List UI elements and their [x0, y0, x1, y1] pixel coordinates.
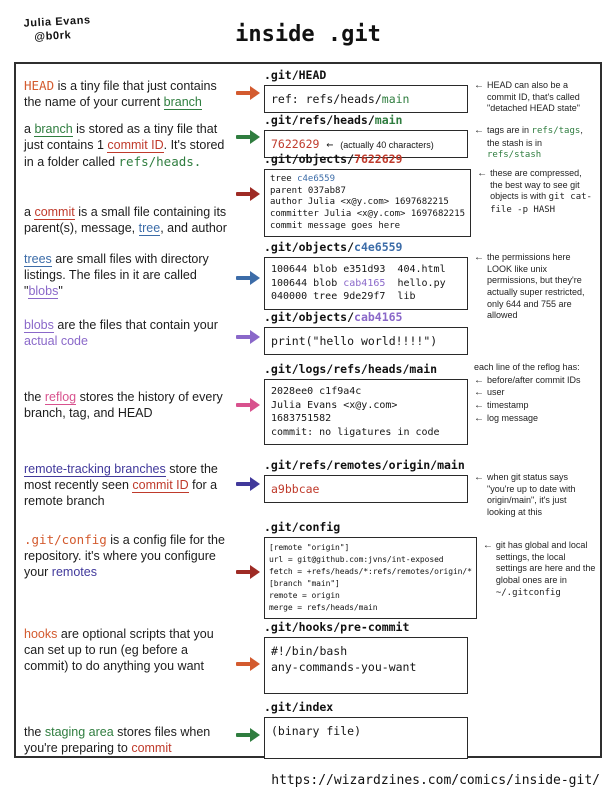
row-description — [24, 152, 232, 237]
text-segment: , and author — [160, 220, 227, 235]
margin-note — [477, 520, 596, 600]
file-path-label — [264, 700, 468, 714]
file-column — [264, 68, 468, 113]
file-path-label — [264, 620, 468, 634]
text-segment: .git/refs/remotes/origin/main — [264, 458, 465, 472]
text-segment: HEAD can also be a commit ID, that's called "detached HEAD state" — [487, 80, 580, 114]
file-column — [264, 152, 471, 237]
text-segment: each line of the reflog has: — [474, 362, 580, 372]
text-segment: refs/tags — [531, 126, 581, 136]
text-segment: c4e6559 — [297, 174, 336, 184]
text-segment: the — [24, 390, 45, 404]
text-segment: committer Julia <x@y.com> 1697682215 — [270, 209, 466, 220]
text-segment: url = git@github.com:jvns/int-exposed — [269, 555, 444, 564]
arrow-cell — [232, 362, 264, 412]
text-segment: .git/hooks/pre-commit — [264, 620, 410, 634]
code-line — [271, 659, 461, 675]
text-segment: merge = refs/heads/main — [269, 603, 378, 612]
code-line — [271, 333, 461, 349]
text-segment: parent 037ab87 — [270, 185, 346, 196]
arrow-cell — [232, 700, 264, 742]
text-segment: c4e6559 — [354, 240, 403, 254]
row-config — [24, 520, 596, 619]
text-segment: are optional scripts that you can set up to run (eg before a commit) to do anything you want — [24, 627, 214, 673]
file-content-box — [264, 379, 468, 445]
code-line — [271, 290, 461, 304]
text-segment: the — [24, 725, 45, 739]
file-path-label — [264, 310, 468, 324]
left-arrow-icon: ← — [474, 387, 484, 399]
text-segment: .git/config — [264, 520, 341, 534]
text-segment: commit — [131, 740, 172, 755]
text-segment: fetch = +refs/heads/*:refs/remotes/origin/* — [269, 567, 472, 576]
row-description — [24, 310, 232, 350]
code-line — [271, 426, 461, 440]
file-content-box — [264, 637, 468, 694]
text-segment: branch — [163, 94, 202, 109]
text-segment: user — [487, 387, 505, 398]
text-segment: 1683751582 — [271, 413, 332, 424]
code-line — [269, 554, 472, 566]
text-segment: timestamp — [487, 400, 529, 411]
text-segment: any-commands-you-want — [271, 660, 417, 675]
text-segment: Julia Evans <x@y.com> — [271, 399, 398, 411]
file-path-label — [264, 520, 477, 534]
text-segment: git cat-file -p HASH — [490, 192, 592, 216]
text-segment: 2028ee0 c1f9a4c — [271, 386, 362, 397]
text-segment: .git/refs/heads/ — [264, 113, 375, 127]
text-segment: blobs — [28, 283, 59, 298]
note-text — [487, 375, 581, 387]
text-segment: log message — [487, 412, 539, 423]
arrow-cell — [232, 520, 264, 579]
code-line — [270, 186, 465, 198]
left-arrow-icon: ← — [474, 400, 484, 412]
file-content-box — [264, 85, 468, 113]
text-segment: trees — [24, 252, 52, 266]
row-description — [24, 240, 232, 299]
text-segment: hello.py — [385, 277, 446, 289]
note-line — [474, 375, 596, 387]
text-segment: remote = origin — [269, 591, 340, 600]
text-segment: " — [58, 283, 63, 298]
file-content-box — [264, 327, 468, 355]
text-segment: tags are in — [487, 125, 532, 135]
text-segment: stores the history of every branch, tag, and HEAD — [24, 390, 223, 420]
file-path-label — [264, 240, 468, 254]
text-segment: .git/objects/ — [264, 152, 355, 166]
arrow-cell — [232, 620, 264, 671]
text-segment: actual code — [24, 333, 88, 348]
text-segment: ref: refs/heads/ — [271, 92, 382, 106]
note-line — [474, 387, 596, 399]
code-line — [271, 277, 461, 291]
code-line — [271, 399, 461, 413]
code-line — [269, 602, 472, 614]
margin-note — [468, 68, 596, 116]
margin-note — [468, 362, 596, 425]
text-segment: 100644 blob e351d93 404.html — [271, 264, 446, 275]
text-segment: , the stash is in — [487, 125, 583, 148]
row-description — [24, 458, 232, 509]
footer-url[interactable]: https://wizardzines.com/comics/inside-git/ — [271, 773, 600, 788]
code-line — [271, 412, 461, 426]
text-segment: 7622629 — [354, 152, 403, 166]
page-title: inside .git — [235, 22, 381, 47]
file-column — [264, 310, 468, 355]
arrow-cell — [232, 240, 264, 285]
note-text — [487, 80, 596, 115]
right-arrow-icon — [236, 657, 260, 671]
note-line — [477, 168, 596, 217]
text-segment: ~/.gitconfig — [495, 587, 561, 598]
text-segment: the permissions here LOOK like unix permissions, but they're actually super restricted, only 644 and 755 are allowed — [487, 252, 585, 321]
row-reflog — [24, 362, 596, 445]
text-segment: #!/bin/bash — [271, 644, 348, 658]
right-arrow-icon — [236, 565, 260, 579]
row-description — [24, 620, 232, 674]
text-segment: remote-tracking branches — [24, 462, 166, 476]
file-column — [264, 620, 468, 694]
text-segment: for a remote branch — [24, 477, 218, 508]
code-line — [271, 723, 461, 739]
row-remote — [24, 458, 596, 520]
text-segment: is a tiny file that just contains the name of your current — [24, 79, 217, 109]
right-arrow-icon — [236, 130, 260, 144]
text-segment: .git/objects/ — [264, 240, 355, 254]
text-segment: commit: no ligatures in code — [271, 426, 440, 438]
code-line — [270, 209, 465, 221]
row-description — [24, 362, 232, 422]
arrow-cell — [232, 310, 264, 344]
note-line — [474, 362, 596, 374]
file-path-label — [264, 152, 471, 166]
code-line — [271, 385, 461, 399]
code-line — [269, 566, 472, 578]
text-segment: .git/index — [264, 700, 334, 714]
text-segment: [remote "origin"] — [269, 543, 350, 552]
text-segment: print("hello world!!!!") — [271, 334, 438, 348]
text-segment: is a small file containing its parent(s), message, — [24, 205, 227, 235]
code-line — [270, 197, 465, 209]
text-segment: refs/heads. — [118, 153, 202, 169]
note-text — [490, 168, 596, 217]
code-line — [271, 136, 461, 152]
text-segment: author Julia <x@y.com> 1697682215 — [270, 197, 449, 208]
file-column — [264, 240, 468, 310]
text-segment: hooks — [24, 627, 58, 641]
text-segment: .git/HEAD — [264, 68, 327, 82]
text-segment: when git status says "you're up to date with origin/main", it's just looking at this — [487, 472, 576, 518]
code-line — [271, 91, 461, 107]
text-segment: 100644 blob — [271, 277, 344, 289]
file-path-label — [264, 458, 468, 472]
text-segment: commit ID — [132, 477, 189, 492]
left-arrow-icon: ← — [474, 80, 484, 91]
text-segment: are small files with directory listings. The files in it are called " — [24, 252, 209, 298]
file-column — [264, 458, 468, 503]
margin-note — [471, 152, 596, 218]
file-content-box — [264, 717, 468, 759]
text-segment: refs/stash — [487, 150, 542, 161]
text-segment: commit — [34, 205, 75, 219]
text-segment: branch — [34, 122, 73, 136]
code-line — [271, 481, 461, 497]
row-commit — [24, 152, 596, 237]
file-path-label — [264, 68, 468, 82]
text-segment: staging area — [44, 725, 114, 739]
text-segment: a9bbcae — [271, 482, 320, 496]
left-arrow-icon: ← — [482, 540, 493, 551]
text-segment: is a config file for the repository. it's where you configure your — [24, 533, 225, 579]
text-segment: 7622629 — [271, 137, 320, 151]
row-description — [24, 68, 232, 111]
text-segment: .git/config — [24, 532, 107, 547]
file-content-box — [264, 475, 468, 503]
note-line — [483, 540, 596, 599]
note-line — [474, 80, 596, 115]
arrow-cell — [232, 152, 264, 201]
text-segment: ← — [319, 137, 341, 151]
text-segment: these are compressed, the best way to see git objects is with — [490, 168, 582, 202]
right-arrow-icon — [236, 86, 260, 100]
text-segment: . It's stored in a folder called — [24, 137, 225, 169]
author-name: Julia Evans — [23, 14, 92, 30]
arrow-cell — [232, 68, 264, 100]
row-description — [24, 520, 232, 580]
text-segment: (actually 40 characters) — [340, 140, 434, 150]
text-segment: cab4165 — [343, 277, 386, 289]
text-segment: 040000 tree 9de29f7 lib — [271, 291, 416, 302]
text-segment: main — [381, 92, 410, 106]
note-line — [474, 400, 596, 412]
author-handle: @b0rk — [34, 29, 72, 43]
text-segment: blobs — [24, 318, 54, 332]
text-segment: before/after commit IDs — [487, 374, 581, 385]
code-line — [271, 263, 461, 277]
code-line — [270, 221, 465, 233]
row-hooks — [24, 620, 596, 694]
arrow-cell — [232, 458, 264, 491]
note-text — [487, 387, 505, 399]
text-segment: .git/objects/ — [264, 310, 355, 324]
margin-note — [468, 458, 596, 520]
text-segment: HEAD — [24, 78, 55, 93]
right-arrow-icon — [236, 330, 260, 344]
left-arrow-icon: ← — [474, 125, 484, 136]
file-content-box — [264, 169, 471, 237]
text-segment: [branch "main"] — [269, 579, 340, 588]
file-column — [264, 362, 468, 445]
text-segment: remotes — [51, 564, 97, 579]
note-text — [487, 400, 529, 412]
note-text — [487, 413, 538, 425]
right-arrow-icon — [236, 398, 260, 412]
code-line — [269, 578, 472, 590]
left-arrow-icon: ← — [474, 412, 484, 424]
text-segment: store the most recently seen — [24, 462, 218, 492]
text-segment: a — [24, 122, 35, 136]
note-text — [474, 362, 580, 374]
code-line — [269, 542, 472, 554]
note-line — [474, 472, 596, 519]
code-line — [270, 174, 465, 186]
right-arrow-icon — [236, 187, 260, 201]
text-segment: (binary file) — [271, 724, 362, 738]
text-segment: tree — [270, 174, 298, 184]
note-text — [487, 472, 596, 519]
arrow-cell — [232, 113, 264, 144]
note-text — [496, 540, 596, 599]
left-arrow-icon: ← — [474, 252, 484, 263]
text-segment: .git/logs/refs/heads/main — [264, 362, 438, 376]
text-segment: are the files that contain your — [53, 318, 218, 332]
right-arrow-icon — [236, 477, 260, 491]
row-blobs — [24, 310, 596, 355]
left-arrow-icon: ← — [474, 472, 484, 483]
row-description — [24, 700, 232, 757]
text-segment: git has global and local settings, the local settings are here and the global ones are in — [495, 540, 596, 586]
left-arrow-icon: ← — [474, 374, 484, 386]
left-arrow-icon: ← — [477, 168, 488, 179]
text-segment: a — [24, 205, 35, 219]
right-arrow-icon — [236, 271, 260, 285]
file-path-label — [264, 113, 468, 127]
right-arrow-icon — [236, 728, 260, 742]
note-line — [474, 413, 596, 425]
comic-border — [14, 62, 602, 758]
text-segment: is stored as a tiny file that just contains 1 — [24, 122, 218, 152]
row-index — [24, 700, 596, 759]
file-column — [264, 520, 477, 619]
file-column — [264, 700, 468, 759]
row-head — [24, 68, 596, 116]
file-content-box — [264, 537, 477, 619]
text-segment: main — [374, 113, 403, 127]
code-line — [271, 643, 461, 659]
file-path-label — [264, 362, 468, 376]
text-segment: tree — [138, 220, 161, 235]
code-line — [269, 590, 472, 602]
text-segment: commit ID — [107, 137, 164, 152]
file-content-box — [264, 257, 468, 310]
text-segment: cab4165 — [354, 310, 403, 324]
text-segment: commit message goes here — [270, 220, 401, 231]
text-segment: stores files when you're preparing to — [24, 725, 211, 755]
text-segment: reflog — [44, 390, 77, 404]
